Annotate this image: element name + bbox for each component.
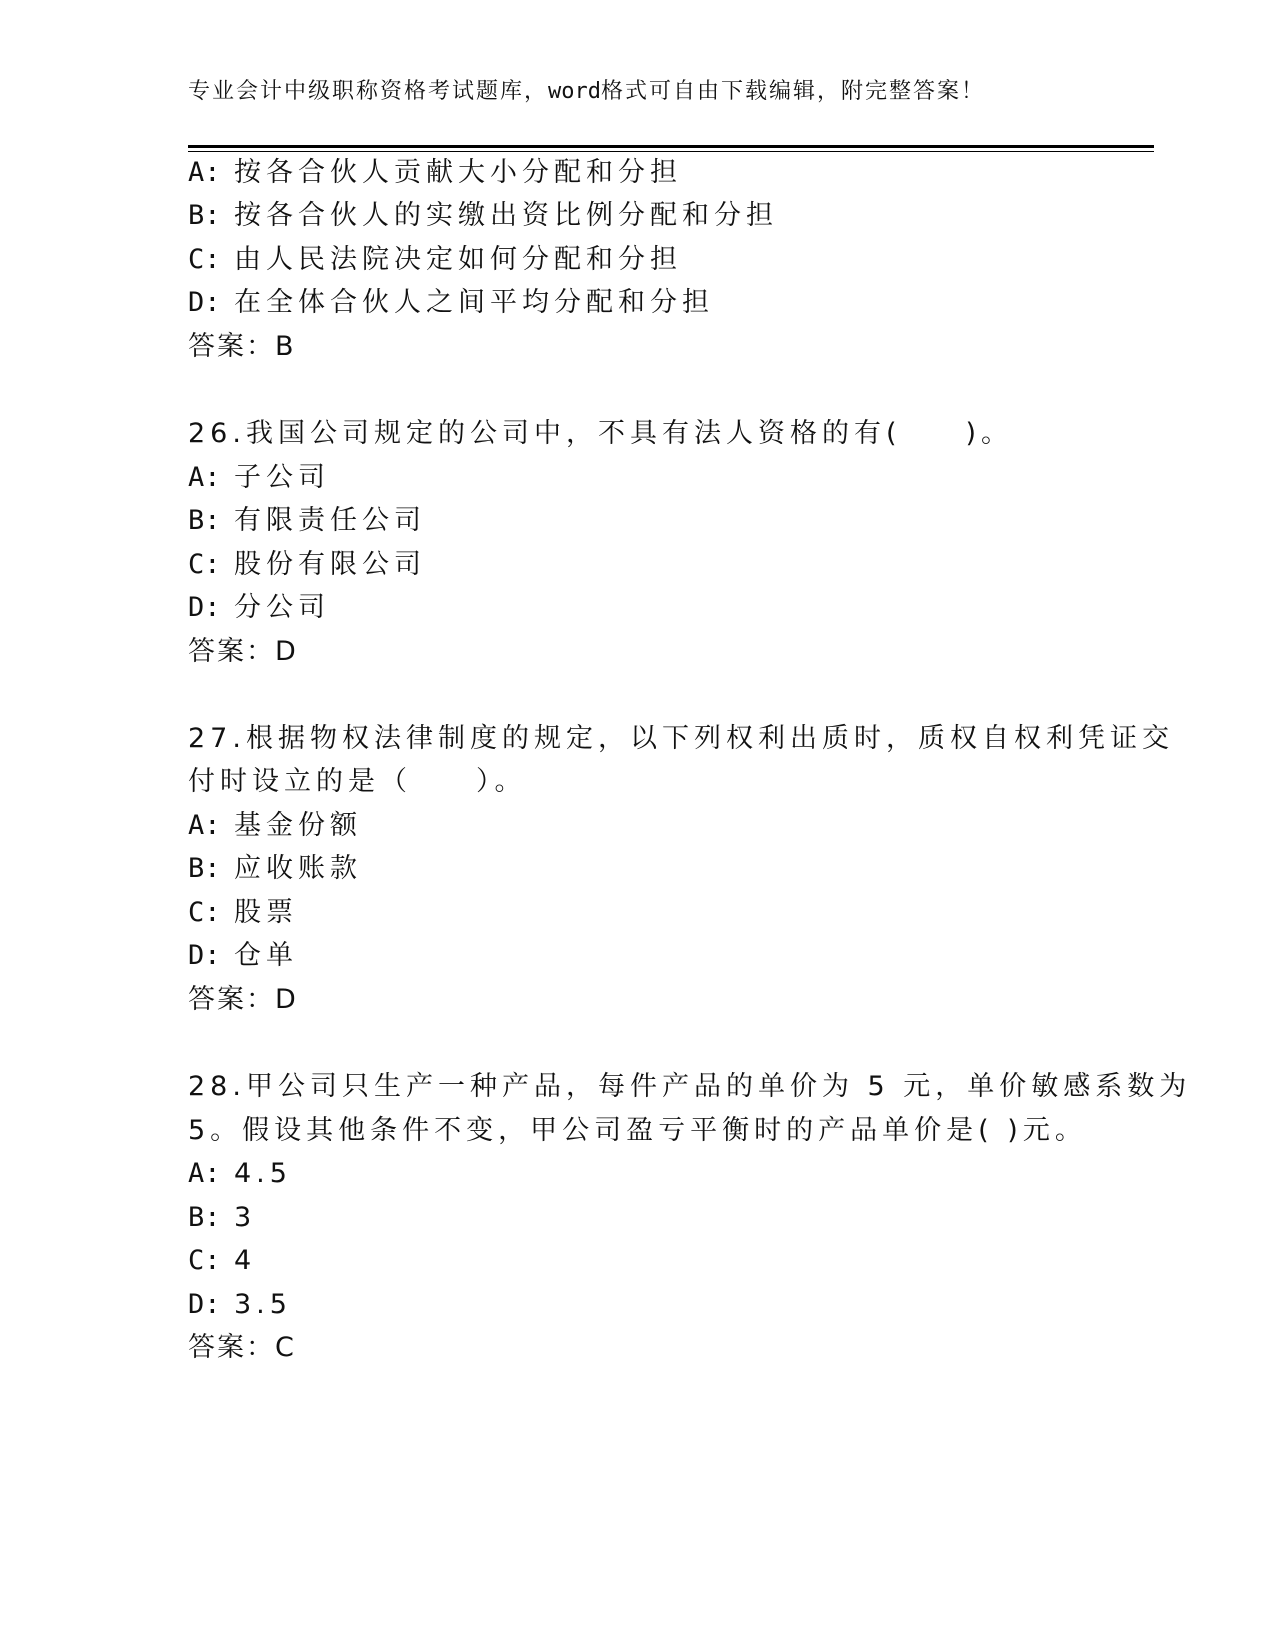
header-text-after: 格式可自由下载编辑，附完整答案！: [601, 79, 986, 104]
option-text: 有限责任公司: [234, 505, 426, 536]
header-text-word: word: [548, 79, 601, 104]
q25-option-a: [188, 157, 682, 189]
answer-prefix: 答案：: [188, 636, 275, 667]
q26-option-b: [188, 505, 426, 537]
option-label: B:: [188, 1202, 221, 1233]
q28-answer: [188, 1332, 294, 1364]
q27-option-c: [188, 897, 298, 929]
option-text: 基金份额: [234, 810, 362, 841]
q28-option-a: [188, 1158, 292, 1190]
option-text: 仓单: [234, 940, 298, 971]
option-label: A:: [188, 157, 221, 188]
option-label: D:: [188, 1289, 221, 1320]
q28-option-c: [188, 1245, 256, 1277]
q28-option-b: [188, 1202, 256, 1234]
option-label: D:: [188, 592, 221, 623]
q27-option-b: [188, 853, 362, 885]
q26-question: 26.我国公司规定的公司中，不具有法人资格的有( )。: [188, 418, 1014, 449]
q28-option-d: [188, 1289, 292, 1321]
option-label: D:: [188, 940, 221, 971]
option-text: 应收账款: [234, 853, 362, 884]
option-label: C:: [188, 549, 221, 580]
option-label: C:: [188, 244, 221, 275]
q26-answer: [188, 636, 296, 668]
option-label: A:: [188, 1158, 221, 1189]
answer-prefix: 答案：: [188, 1332, 275, 1363]
q25-option-d: [188, 287, 714, 319]
option-label: C:: [188, 1245, 221, 1276]
option-text: 股票: [234, 897, 298, 928]
option-text: 4.5: [234, 1158, 292, 1189]
header-rule-thick: [188, 145, 1154, 148]
option-label: A:: [188, 462, 221, 493]
q27-question-line1: 27.根据物权法律制度的规定，以下列权利出质时，质权自权利凭证交: [188, 723, 1174, 754]
q25-option-b: [188, 200, 778, 232]
answer-prefix: 答案：: [188, 331, 275, 362]
answer-value: D: [275, 984, 296, 1015]
q26-option-d: [188, 592, 330, 624]
option-text: 在全体合伙人之间平均分配和分担: [234, 287, 714, 318]
option-text: 由人民法院决定如何分配和分担: [234, 244, 682, 275]
header-text-before: 专业会计中级职称资格考试题库，: [188, 79, 549, 104]
q26-option-c: [188, 549, 426, 581]
q28-question-line2: 5。假设其他条件不变，甲公司盈亏平衡时的产品单价是( )元。: [188, 1115, 1087, 1146]
q25-option-c: [188, 244, 682, 276]
answer-value: C: [275, 1332, 294, 1363]
option-text: 股份有限公司: [234, 549, 426, 580]
option-label: D:: [188, 287, 221, 318]
answer-prefix: 答案：: [188, 984, 275, 1015]
q25-answer: [188, 331, 294, 363]
answer-value: B: [275, 331, 294, 362]
option-text: 4: [234, 1245, 257, 1276]
q28-question-line1: 28.甲公司只生产一种产品，每件产品的单价为 5 元，单价敏感系数为: [188, 1071, 1192, 1102]
option-label: C:: [188, 897, 221, 928]
q26-option-a: [188, 462, 330, 494]
q27-option-d: [188, 940, 298, 972]
q27-answer: [188, 984, 296, 1016]
option-text: 按各合伙人的实缴出资比例分配和分担: [234, 200, 778, 231]
option-text: 按各合伙人贡献大小分配和分担: [234, 157, 682, 188]
header-rule-thin: [188, 151, 1154, 152]
page-header: [188, 74, 985, 105]
option-label: A:: [188, 810, 221, 841]
option-label: B:: [188, 200, 221, 231]
option-label: B:: [188, 853, 221, 884]
answer-value: D: [275, 636, 296, 667]
option-text: 3: [234, 1202, 257, 1233]
option-text: 分公司: [234, 592, 330, 623]
option-label: B:: [188, 505, 221, 536]
option-text: 3.5: [234, 1289, 292, 1320]
q27-option-a: [188, 810, 362, 842]
q27-question-line2: 付时设立的是（ ）。: [188, 766, 527, 797]
option-text: 子公司: [234, 462, 330, 493]
